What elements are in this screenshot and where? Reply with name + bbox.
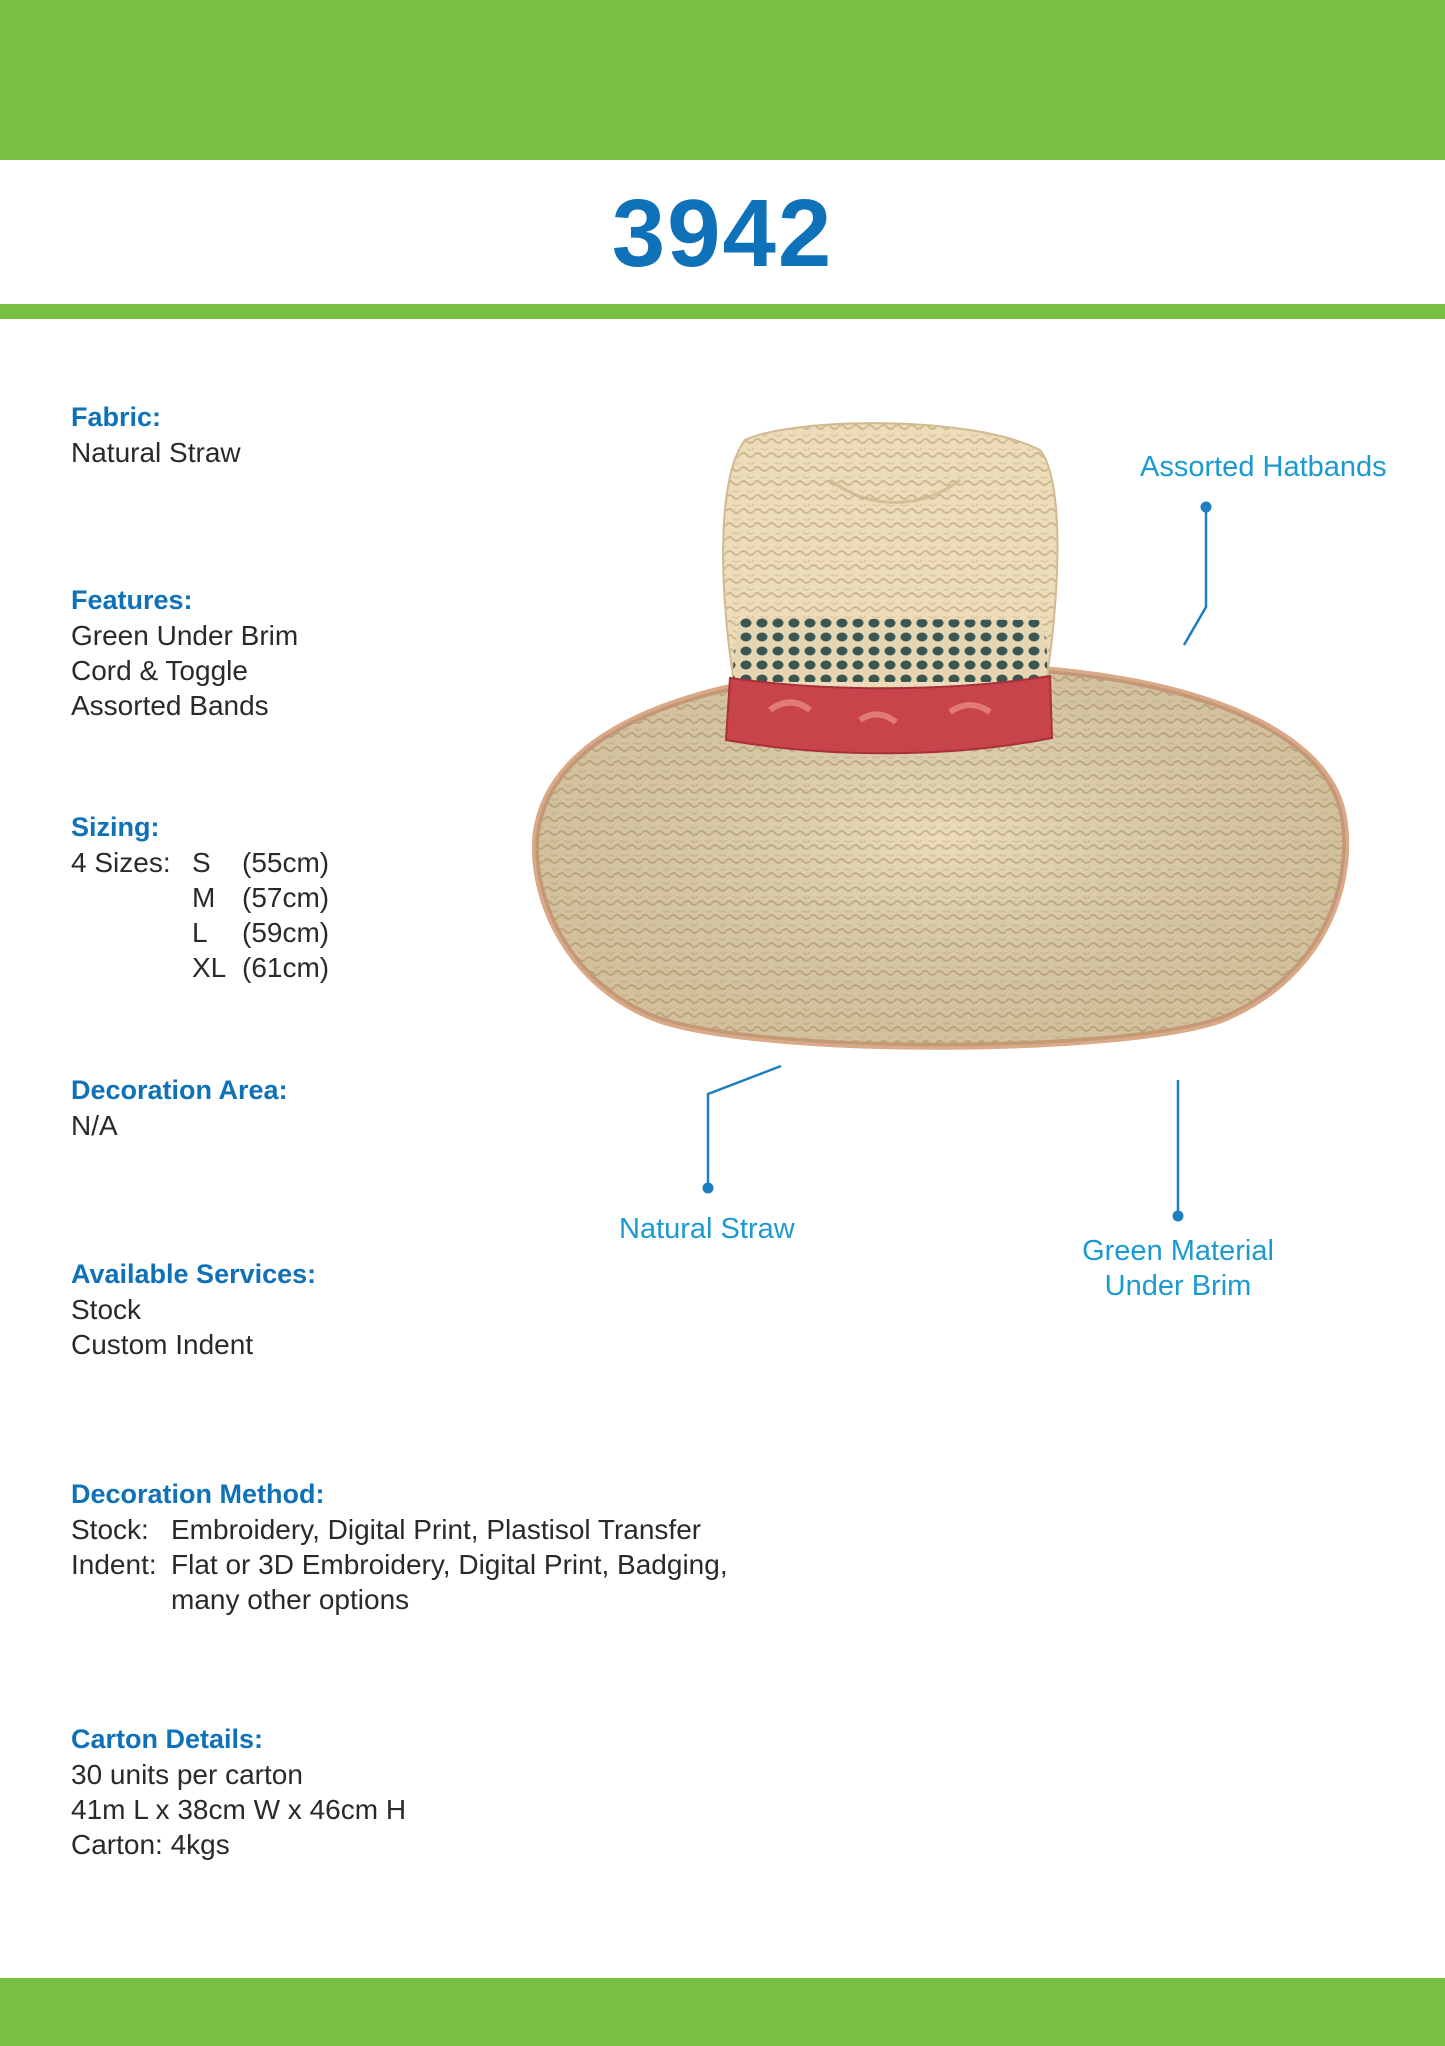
straw-leader-line bbox=[708, 1066, 781, 1188]
size-label: XL bbox=[192, 952, 227, 983]
callout-assorted-hatbands: Assorted Hatbands bbox=[1140, 451, 1387, 483]
carton-item: 30 units per carton bbox=[71, 1759, 303, 1790]
top-green-band bbox=[0, 0, 1445, 160]
decoration-area-value: N/A bbox=[71, 1110, 118, 1141]
brim-dot bbox=[1173, 1211, 1184, 1222]
carton-item: Carton: 4kgs bbox=[71, 1829, 230, 1860]
feature-item: Assorted Bands bbox=[71, 690, 269, 721]
decoration-method-heading: Decoration Method: bbox=[71, 1479, 325, 1509]
product-code-title: 3942 bbox=[611, 180, 834, 287]
hat-vent-mesh bbox=[733, 618, 1047, 682]
straw-hat-image bbox=[530, 420, 1350, 1060]
fabric-heading: Fabric: bbox=[71, 402, 162, 432]
callout-green-material bbox=[1082, 1234, 1274, 1304]
indent-value: Flat or 3D Embroidery, Digital Print, Badging, bbox=[171, 1549, 728, 1580]
service-item: Custom Indent bbox=[71, 1329, 254, 1360]
fabric-section bbox=[71, 399, 241, 470]
decoration-area-heading: Decoration Area: bbox=[71, 1075, 288, 1105]
size-cm: (59cm) bbox=[242, 917, 330, 948]
feature-item: Green Under Brim bbox=[71, 620, 299, 651]
callout-natural-straw: Natural Straw bbox=[619, 1213, 795, 1245]
indent-label: Indent: bbox=[71, 1549, 157, 1580]
carton-item: 41m L x 38cm W x 46cm H bbox=[71, 1794, 407, 1825]
callout-brim-line1: Green Material bbox=[1082, 1235, 1274, 1267]
sizing-heading: Sizing: bbox=[71, 812, 160, 842]
indent-continued: many other options bbox=[171, 1584, 410, 1615]
features-section bbox=[71, 582, 298, 723]
services-section bbox=[71, 1256, 316, 1362]
feature-item: Cord & Toggle bbox=[71, 655, 248, 686]
decoration-method-table bbox=[71, 1512, 728, 1617]
stock-value: Embroidery, Digital Print, Plastisol Transfer bbox=[171, 1514, 702, 1545]
carton-section bbox=[71, 1721, 406, 1862]
size-label: L bbox=[192, 917, 208, 948]
size-label: S bbox=[192, 847, 211, 878]
header-divider bbox=[0, 304, 1445, 319]
decoration-area-section bbox=[71, 1072, 288, 1143]
size-table bbox=[71, 845, 329, 985]
bottom-green-band bbox=[0, 1978, 1445, 2046]
features-heading: Features: bbox=[71, 585, 193, 615]
sizes-prefix: 4 Sizes: bbox=[71, 847, 171, 878]
service-item: Stock bbox=[71, 1294, 142, 1325]
fabric-value: Natural Straw bbox=[71, 437, 241, 468]
size-label: M bbox=[192, 882, 216, 913]
sizing-section bbox=[71, 809, 329, 985]
straw-dot bbox=[703, 1183, 714, 1194]
callout-brim-line2: Under Brim bbox=[1104, 1270, 1252, 1302]
stock-label: Stock: bbox=[71, 1514, 149, 1545]
services-heading: Available Services: bbox=[71, 1259, 317, 1289]
carton-heading: Carton Details: bbox=[71, 1724, 264, 1754]
decoration-method-section bbox=[71, 1476, 728, 1617]
size-cm: (61cm) bbox=[242, 952, 330, 983]
size-cm: (57cm) bbox=[242, 882, 330, 913]
size-cm: (55cm) bbox=[242, 847, 330, 878]
